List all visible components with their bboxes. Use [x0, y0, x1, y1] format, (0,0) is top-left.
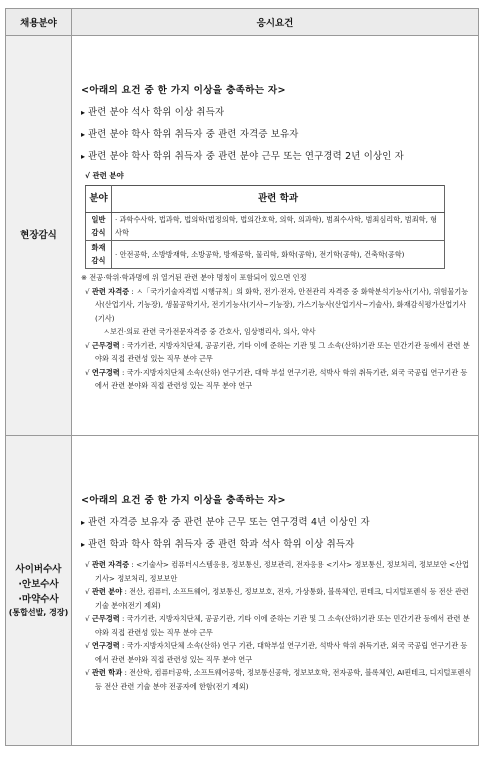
table-row: [6, 436, 479, 746]
inner-head-category: 분야: [86, 186, 112, 213]
research-text: : 국가·지방자치단체 소속(산하) 연구 기관, 대학부설 연구기관, 석박사 학위 취득기관, 외국 국공립 연구기관 등에서 관련 분야와 직접 관련성 있는 직무 분야 연구: [95, 641, 468, 664]
cert-label: 관련 자격증: [91, 286, 130, 296]
option-item: ▸ 관련 분야 석사 학위 이상 취득자: [81, 104, 472, 118]
research-label: 연구경력: [91, 641, 120, 650]
lead-text: <아래의 요건 중 한 가지 이상을 충족하는 자>: [81, 85, 286, 97]
inner-departments: · 과학수사학, 법과학, 법의학(법정의학, 법의간호학, 의학, 의과학), 범죄수사학, 범죄심리학, 범죄학, 형사학: [112, 213, 445, 241]
research-item: √ 연구경력 : 국가·지방자치단체 소속(산하) 연구 기관, 대학부설 연구기관, 석박사 학위 취득기관, 외국 국공립 연구기관 등에서 관련 분야와 직접 관련성 있는 직무 분야 연구: [85, 641, 468, 664]
header-field: 채용분야: [6, 9, 72, 36]
dept-text: : 전산학, 컴퓨터공학, 소프트웨어공학, 정보통신공학, 정보보호학, 전자공학, 블록체인, AI핀테크, 디지털포렌식 등 전산 관련 기술 분야 전공자에 한함(전기 제외): [95, 668, 472, 691]
inner-departments: · 안전공학, 소방방재학, 소방공학, 방재공학, 물리학, 화학(공학), 전기학(공학), 건축학(공학): [112, 241, 445, 269]
inner-category: 화재 감식: [86, 241, 112, 269]
field-line: ·안보수사: [18, 579, 59, 590]
table-row: [6, 36, 479, 436]
field-text: : 전산, 컴퓨터, 소프트웨어, 정보통신, 정보보호, 전자, 가상통화, 블록체인, 핀테크, 디지털포렌식 등 전산 관련 기술 분야(전기 제외): [95, 587, 469, 610]
inner-header-row: [86, 186, 445, 213]
lead-text: <아래의 요건 중 한 가지 이상을 충족하는 자>: [81, 495, 286, 506]
cert-text: : ㅅ「국가기술자격법 시행규칙」의 화학, 전기·전자, 안전관리 자격증 중 화학분석기능사(기사), 위험물기능사(산업기사, 기능장), 생물공학기사, 전기기능사(기사~기능장), 가스기능사(산업기사~기술사), 화재감식평가산업기사(기사): [95, 286, 469, 323]
research-text: : 국가·지방자치단체 소속(산하) 연구기관, 대학 부설 연구기관, 석박사 학위 취득기관, 외국 국공립 연구기관 등에서 관련 분야와 직접 관련성 있는 직무 분야 연구: [95, 367, 468, 391]
option-item: ▸ 관련 학과 학사 학위 취득자 중 관련 학과 석사 학위 이상 취득자: [81, 536, 472, 550]
research-item: √ 연구경력 : 국가·지방자치단체 소속(산하) 연구기관, 대학 부설 연구기관, 석박사 학위 취득기관, 외국 국공립 연구기관 등에서 관련 분야와 직접 관련성 있는 직무 분야 연구: [85, 367, 468, 391]
option-item: ▸ 관련 분야 학사 학위 취득자 중 관련 분야 근무 또는 연구경력 2년 이상인 자: [81, 148, 472, 162]
work-text: : 국가기관, 지방자치단체, 공공기관, 기타 이에 준하는 기관 및 그 소속(산하)기관 또는 민간기관 등에서 관련 분야와 직접 관련성 있는 직무 분야 근무: [95, 340, 470, 364]
cert-sub-item: ㅅ보건·의료 관련 국가전문자격증 중 간호사, 임상병리사, 의사, 약사: [103, 327, 316, 337]
work-text: : 국가기관, 지방자치단체, 공공기관, 기타 이에 준하는 기관 및 그 소속(산하)기관 또는 민간기관 등에서 관련 분야와 직접 관련성 있는 직무 분야 근무: [95, 614, 470, 637]
dept-label: 관련 학과: [91, 668, 123, 677]
dept-item: √ 관련 학과 : 전산학, 컴퓨터공학, 소프트웨어공학, 정보통신공학, 정보보호학, 전자공학, 블록체인, AI핀테크, 디지털포렌식 등 전산 관련 기술 분야 전공자에 한함(전기 제외): [85, 668, 472, 691]
field-label: 관련 분야: [91, 587, 123, 596]
inner-row: [86, 213, 445, 241]
field-name: 현장감식: [6, 36, 72, 436]
field-sub: (통합선발, 경장): [8, 608, 69, 617]
requirements-cell: [72, 436, 479, 746]
field-name: [6, 436, 72, 746]
work-label: 근무경력: [91, 340, 120, 350]
work-item: √ 근무경력 : 국가기관, 지방자치단체, 공공기관, 기타 이에 준하는 기관 및 그 소속(산하)기관 또는 민간기관 등에서 관련 분야와 직접 관련성 있는 직무 분야 근무: [85, 614, 470, 637]
option-item: ▸ 관련 분야 학사 학위 취득자 중 관련 자격증 보유자: [81, 126, 472, 140]
inner-row: [86, 241, 445, 269]
related-field-label: √ 관련 분야: [85, 171, 124, 181]
field-item: √ 관련 분야 : 전산, 컴퓨터, 소프트웨어, 정보통신, 정보보호, 전자, 가상통화, 블록체인, 핀테크, 디지털포렌식 등 전산 관련 기술 분야(전기 제외): [85, 587, 469, 610]
cert-text: : <기술사> 컴퓨터시스템응용, 정보통신, 정보관리, 전자응용 <기사> 정보통신, 정보처리, 정보보안 <산업기사> 정보처리, 정보보안: [95, 560, 469, 583]
note-text: ※ 전공·학위·학과명에 위 열거된 관련 분야 명칭이 포함되어 있으면 인정: [81, 273, 307, 283]
requirements-table: [5, 8, 479, 746]
field-line: ·마약수사: [18, 594, 59, 605]
cert-label: 관련 자격증: [91, 560, 130, 569]
inner-head-department: 관련 학과: [112, 186, 445, 213]
cert-item: √ 관련 자격증 : <기술사> 컴퓨터시스템응용, 정보통신, 정보관리, 전자응용 <기사> 정보통신, 정보처리, 정보보안 <산업기사> 정보처리, 정보보안: [85, 560, 469, 583]
related-dept-table: [85, 185, 445, 269]
table-header-row: [6, 9, 479, 36]
research-label: 연구경력: [91, 367, 120, 377]
inner-category: 일반 감식: [86, 213, 112, 241]
work-label: 근무경력: [91, 614, 120, 623]
work-item: √ 근무경력 : 국가기관, 지방자치단체, 공공기관, 기타 이에 준하는 기관 및 그 소속(산하)기관 또는 민간기관 등에서 관련 분야와 직접 관련성 있는 직무 분야 근무: [85, 340, 470, 364]
field-line: 사이버수사: [15, 564, 62, 575]
option-item: ▸ 관련 자격증 보유자 중 관련 분야 근무 또는 연구경력 4년 이상인 자: [81, 514, 472, 528]
cert-item: √ 관련 자격증 : ㅅ「국가기술자격법 시행규칙」의 화학, 전기·전자, 안전관리 자격증 중 화학분석기능사(기사), 위험물기능사(산업기사, 기능장), 생물공학기사, 전기기능사(기사~기능장), 가스기능사(산업기사~기술사), 화재감식평가산업기사(기사): [85, 286, 469, 323]
header-requirements: 응시요건: [72, 9, 479, 36]
requirements-cell: [72, 36, 479, 436]
